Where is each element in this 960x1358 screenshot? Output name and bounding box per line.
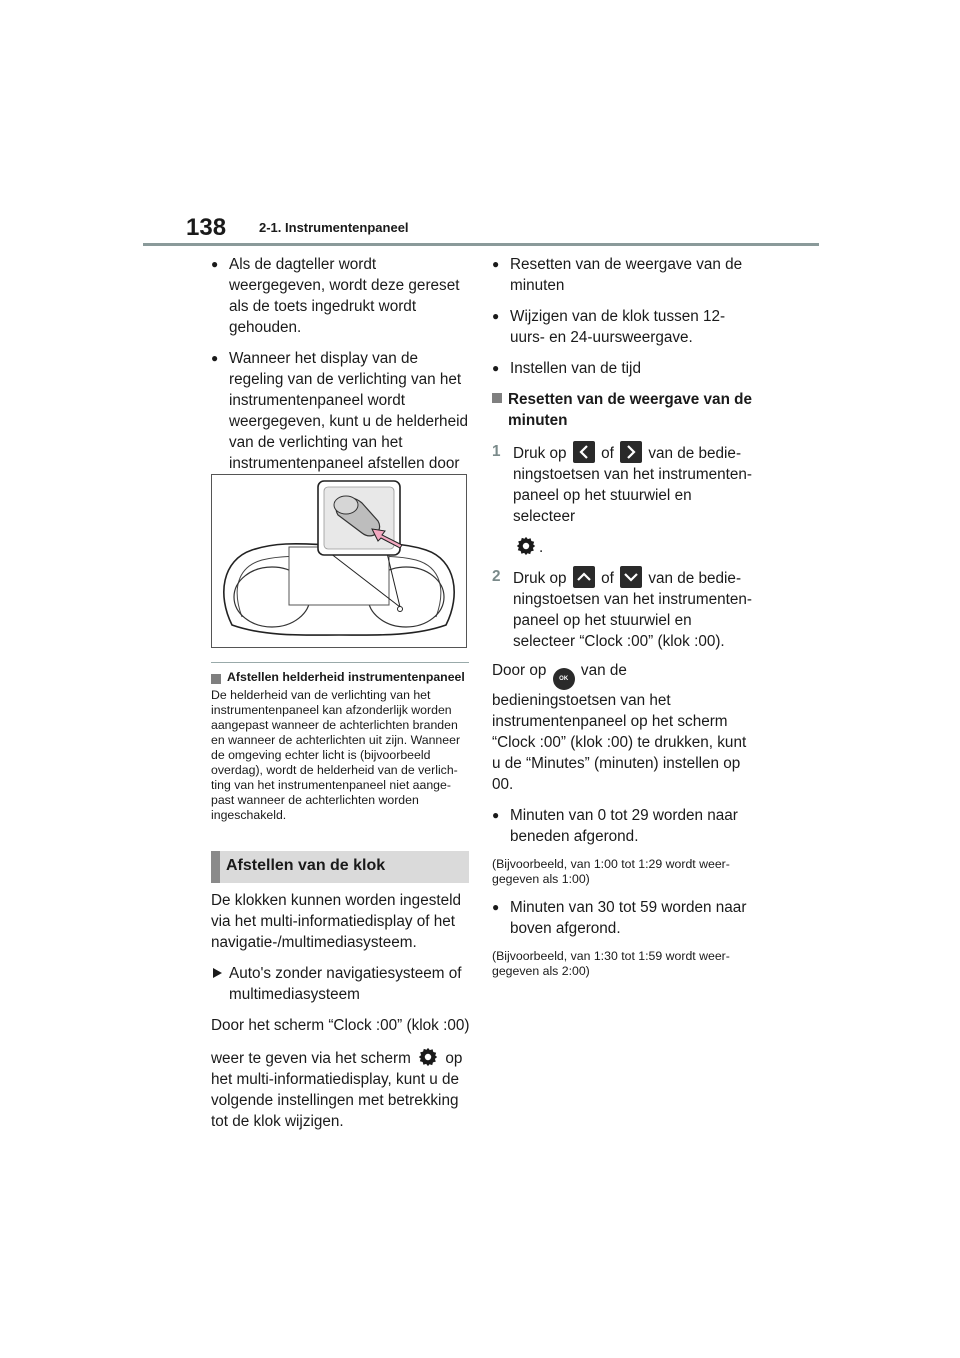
gear-icon xyxy=(417,1046,439,1068)
right-arrow-key-icon xyxy=(620,441,642,463)
step-text: Druk op xyxy=(513,570,567,587)
step-text: van de bedieningstoetsen van het instrumentenpaneel op het stuurwiel en selecteer xyxy=(513,445,752,525)
step-number: 1 xyxy=(492,443,501,460)
section-heading-box xyxy=(211,851,469,883)
bullet-item: ● Resetten van de weergave van de minuten xyxy=(492,254,754,296)
section-title: 2-1. Instrumentenpaneel xyxy=(259,220,409,235)
paragraph-text: van de bedieningstoetsen van het instrumentenpaneel op het scherm “Clock :00” (klok :00) te drukken, kunt u de “Minutes” (minuten) instellen op 00. xyxy=(492,662,747,793)
paragraph xyxy=(492,660,754,795)
paragraph-text: Door op xyxy=(492,662,547,679)
left-arrow-key-icon xyxy=(573,441,595,463)
heading-accent-bar xyxy=(211,851,220,883)
step-1 xyxy=(492,441,754,558)
instrument-panel-illustration xyxy=(211,474,467,648)
page-number: 138 xyxy=(186,214,227,241)
sub-heading: Resetten van de weergave van de minuten xyxy=(492,389,754,431)
note-text: De helderheid van de verlichting van het instrumentenpaneel kan afzonderlijk worden aangepast wanneer de achterlichten branden en wanneer de achterlichten uit zijn. Wanneer de omgeving echter licht is (bijvoorbeeld overdag), wordt de helderheid van de verlichting van het instrumentenpaneel niet aangepast wanneer de achterlichten worden ingeschakeld. xyxy=(211,688,461,822)
step-text: Druk op xyxy=(513,445,567,462)
figure-divider xyxy=(211,662,469,663)
step-2 xyxy=(492,566,754,652)
bullet-item: ● Instellen van de tijd xyxy=(492,358,754,379)
step-text: of xyxy=(601,445,614,462)
bullet-item: ● Minuten van 0 tot 29 worden naar beneden afgerond. xyxy=(492,805,754,847)
ok-key-icon: OK xyxy=(553,668,575,690)
up-arrow-key-icon xyxy=(573,566,595,588)
step-text: . xyxy=(539,539,544,556)
left-lower-text xyxy=(211,890,471,1142)
paragraph-text: op het multi-informatiedisplay, kunt u de volgende instellingen met betrekking tot de klok wijzigen. xyxy=(211,1050,463,1130)
example-text: (Bijvoorbeeld, van 1:30 tot 1:59 wordt weergegeven als 2:00) xyxy=(492,949,730,978)
bullet-item: ● Minuten van 30 tot 59 worden naar boven afgerond. xyxy=(492,897,754,939)
bullet-item: ● Wanneer het display van de regeling van de verlichting van het instrumentenpaneel wordt weergegeven, kunt u de helderheid van de verlichting van het instrumentenpaneel afstellen door xyxy=(211,348,471,495)
header-divider xyxy=(143,243,819,246)
note-block xyxy=(211,670,469,833)
example-text: (Bijvoorbeeld, van 1:00 tot 1:29 wordt weergegeven als 1:00) xyxy=(492,857,730,886)
down-arrow-key-icon xyxy=(620,566,642,588)
gear-icon xyxy=(515,535,537,557)
intro-paragraph: De klokken kunnen worden ingesteld via het multi-informatiedisplay of het navigatie-/multimediasysteem. xyxy=(211,892,462,951)
step-number: 2 xyxy=(492,568,501,585)
left-top-bullets xyxy=(211,254,471,505)
right-column xyxy=(492,254,754,989)
paragraph xyxy=(211,1046,471,1132)
bullet-item: ● Wijzigen van de klok tussen 12-uurs- en 24-uursweergave. xyxy=(492,306,754,348)
paragraph: Door het scherm “Clock :00” (klok :00) xyxy=(211,1017,470,1034)
section-heading: Afstellen van de klok xyxy=(226,857,386,874)
step-text: van de bedieningstoetsen van het instrumentenpaneel op het stuurwiel en selecteer “Clock :00” (klok :00). xyxy=(513,570,752,650)
step-text: of xyxy=(601,570,614,587)
arrow-item: Auto's zonder navigatiesysteem of multimediasysteem xyxy=(211,963,471,1005)
paragraph-text: weer te geven via het scherm xyxy=(211,1050,411,1067)
note-heading: Afstellen helderheid instrumentenpaneel xyxy=(211,670,469,684)
bullet-item: ● Als de dagteller wordt weergegeven, wordt deze gereset als de toets ingedrukt wordt gehouden. xyxy=(211,254,471,338)
